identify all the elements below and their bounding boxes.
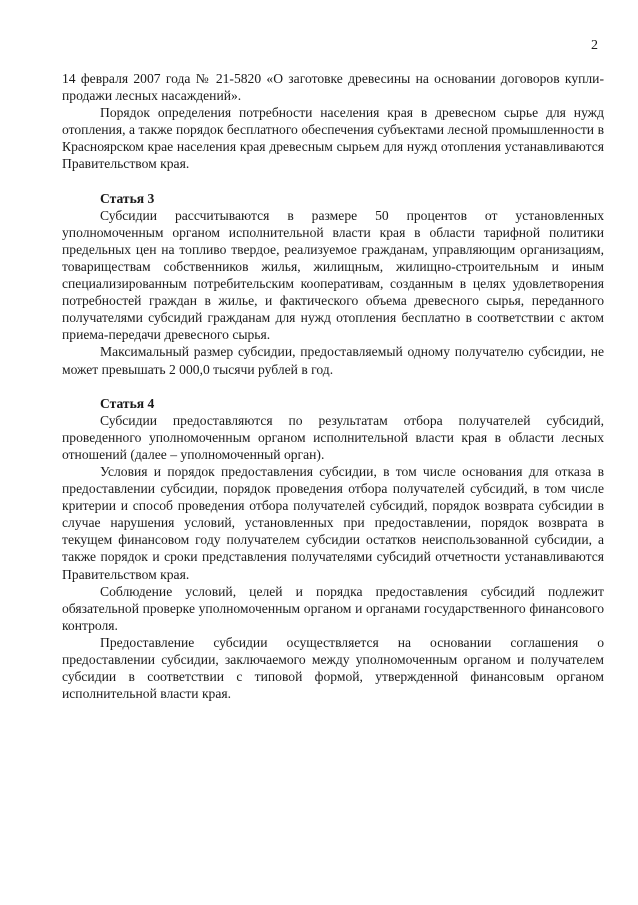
article-3-paragraph: Субсидии рассчитываются в размере 50 процентов от установленных уполномоченным органом исполнительной власти края в области тарифной политики предельных цен на топливо твердое, реализуемое гражданам, управляющим организациям, товариществам собственников жилья, жилищным, жилищно-строительным и иным специализированным потребительским кооперативам, созданным в целях удовлетворения потребностей граждан в жилье, и фактического объема древесного сырья, переданного получателями субсидий гражданам для нужд отопления бесплатно в соответствии с актом приема-передачи древесного сырья.: [62, 207, 604, 343]
article-4-paragraph: Соблюдение условий, целей и порядка предоставления субсидий подлежит обязательной проверке уполномоченным органом и органами государственного финансового контроля.: [62, 583, 604, 633]
article-3-paragraph: Максимальный размер субсидии, предоставляемый одному получателю субсидии, не может превышать 2 000,0 тысячи рублей в год.: [62, 344, 604, 377]
document-body: [62, 70, 604, 702]
article-4-paragraph: Предоставление субсидии осуществляется на основании соглашения о предоставлении субсидии, заключаемого между уполномоченным органом и получателем субсидии в соответствии с типовой формой, утвержденной финансовым органом исполнительной власти края.: [62, 634, 604, 702]
page-number: 2: [591, 38, 598, 53]
intro-paragraph: 14 февраля 2007 года № 21-5820 «О заготовке древесины на основании договоров купли-продажи лесных насаждений».: [62, 71, 604, 104]
spacer: [62, 378, 604, 395]
intro-paragraph: Порядок определения потребности населения края в древесном сырье для нужд отопления, а также порядок бесплатного обеспечения субъектами лесной промышленности в Красноярском крае населения края древесным сырьем для нужд отопления устанавливаются Правительством края.: [62, 105, 604, 172]
spacer: [62, 173, 604, 190]
article-3-title: Статья 3: [100, 190, 155, 206]
article-4-paragraph: Субсидии предоставляются по результатам отбора получателей субсидий, проведенного уполномоченным органом исполнительной власти края в области лесных отношений (далее – уполномоченный орган).: [62, 412, 604, 462]
article-4-paragraph: Условия и порядок предоставления субсидии, в том числе основания для отказа в предоставлении субсидии, порядок проведения отбора получателей субсидий, в том числе критерии и способ проведения отбора получателей субсидий, порядок возврата субсидии в случае нарушения условий, установленных при предоставлении, порядок возврата в текущем финансовом году получателем субсидии остатков неиспользованной субсидии, а также порядок и сроки представления получателями субсидий отчетности устанавливаются Правительством края.: [62, 463, 604, 582]
article-4-title: Статья 4: [100, 395, 155, 411]
